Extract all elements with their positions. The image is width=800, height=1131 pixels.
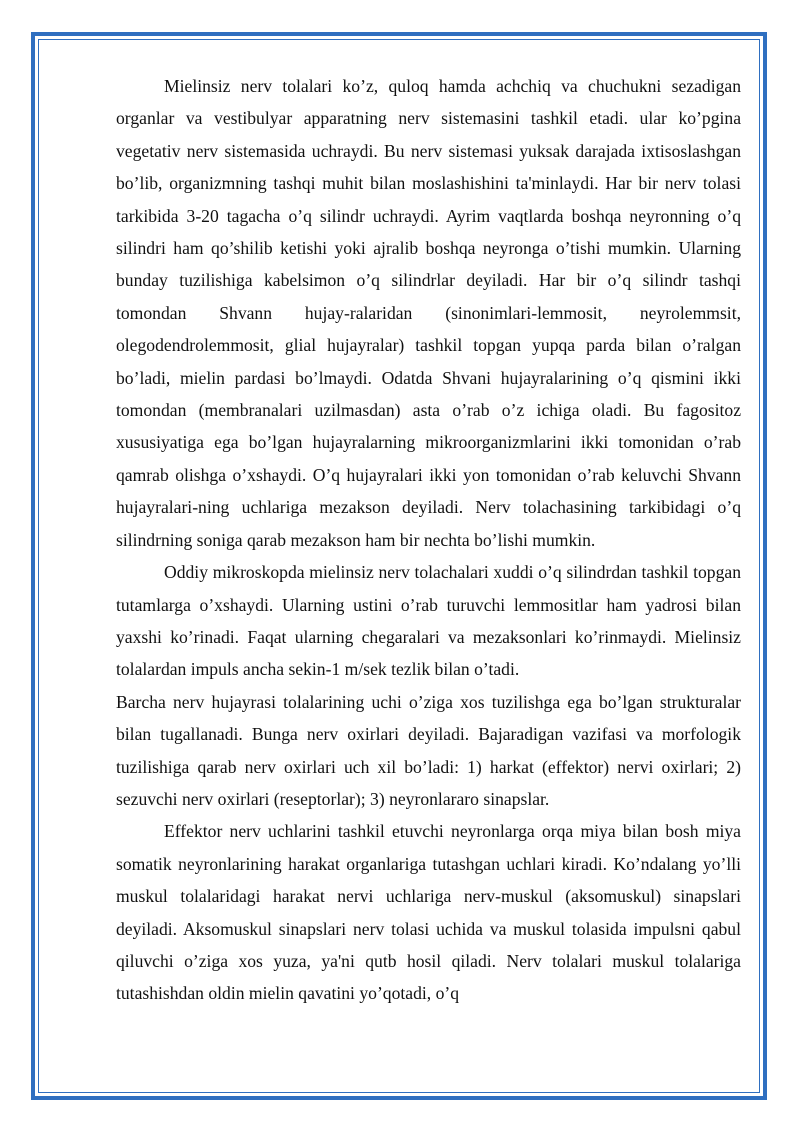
document-body bbox=[116, 70, 741, 1010]
paragraph-4: Effektor nerv uchlarini tashkil etuvchi neyronlarga orqa miya bilan bosh miya somatik neyronlarining harakat organlariga tutashgan uchlari kiradi. Ko’ndalang yo’lli muskul tolalaridagi harakat nervi uchlariga nerv-muskul (aksomuskul) sinapslari deyiladi. Aksomuskul sinapslari nerv tolasi uchida va muskul tolasida impulsni qabul qiluvchi o’ziga xos yuza, ya'ni qutb hosil qiladi. Nerv tolalari muskul tolalariga tutashishdan oldin mielin qavatini yo’qotadi, o’q bbox=[116, 821, 741, 1004]
paragraph-3: Barcha nerv hujayrasi tolalarining uchi o’ziga xos tuzilishga ega bo’lgan strukturalar bilan tugallanadi. Bunga nerv oxirlari deyiladi. Bajaradigan vazifasi va morfologik tuzilishiga qarab nerv oxirlari uch xil bo’ladi: 1) harkat (effektor) nervi oxirlari; 2) sezuvchi nerv oxirlari (reseptorlar); 3) neyronlararo sinapslar. bbox=[116, 691, 741, 809]
paragraph-1: Mielinsiz nerv tolalari ko’z, quloq hamda achchiq va chuchukni sezadigan organlar va vestibulyar apparatning nerv sistemasini tashkil etadi. ular ko’pgina vegetativ nerv sistemasida uchraydi. Bu nerv sistemasi yuksak darajada ixtisoslashgan bo’lib, organizmning tashqi muhit bilan moslashishini ta'minlaydi. Har bir nerv tolasi tarkibida 3-20 tagacha o’q silindr uchraydi. Ayrim vaqtlarda boshqa neyronning o’q silindri ham qo’shilib ketishi yoki ajralib boshqa neyronga o’tishi mumkin. Ularning bunday tuzilishiga kabelsimon o’q silindrlar deyiladi. Har bir o’q silindr tashqi tomondan Shvann hujay-ralaridan (sinonimlari-lemmosit, neyrolemmsit, olegodendrolemmosit, glial hujayralar) tashkil topgan yupqa parda bilan o’ralgan bo’ladi, mielin pardasi bo’lmaydi. Odatda Shvani hujayralarining o’q qismini ikki tomondan (membranalari uzilmasdan) asta o’rab o’z ichiga oladi. Bu fagositoz xususiyatiga ega bo’lgan hujayralarning mikroorganizmlarini ikki tomonidan o’rab qamrab olishga o’xshaydi. O’q hujayralari ikki yon tomonidan o’rab keluvchi Shvann hujayralari-ning uchlariga mezakson deyiladi. Nerv tolachasining tarkibidagi o’q silindrning soniga qarab mezakson ham bir nechta bo’lishi mumkin. bbox=[116, 76, 741, 550]
paragraph-2: Oddiy mikroskopda mielinsiz nerv tolachalari xuddi o’q silindrdan tashkil topgan tutamlarga o’xshaydi. Ularning ustini o’rab turuvchi lemmositlar ham yadrosi bilan yaxshi ko’rinadi. Faqat ularning chegaralari va mezaksonlari ko’rinmaydi. Mielinsiz tolalardan impuls ancha sekin-1 m/sek tezlik bilan o’tadi. bbox=[116, 562, 741, 680]
